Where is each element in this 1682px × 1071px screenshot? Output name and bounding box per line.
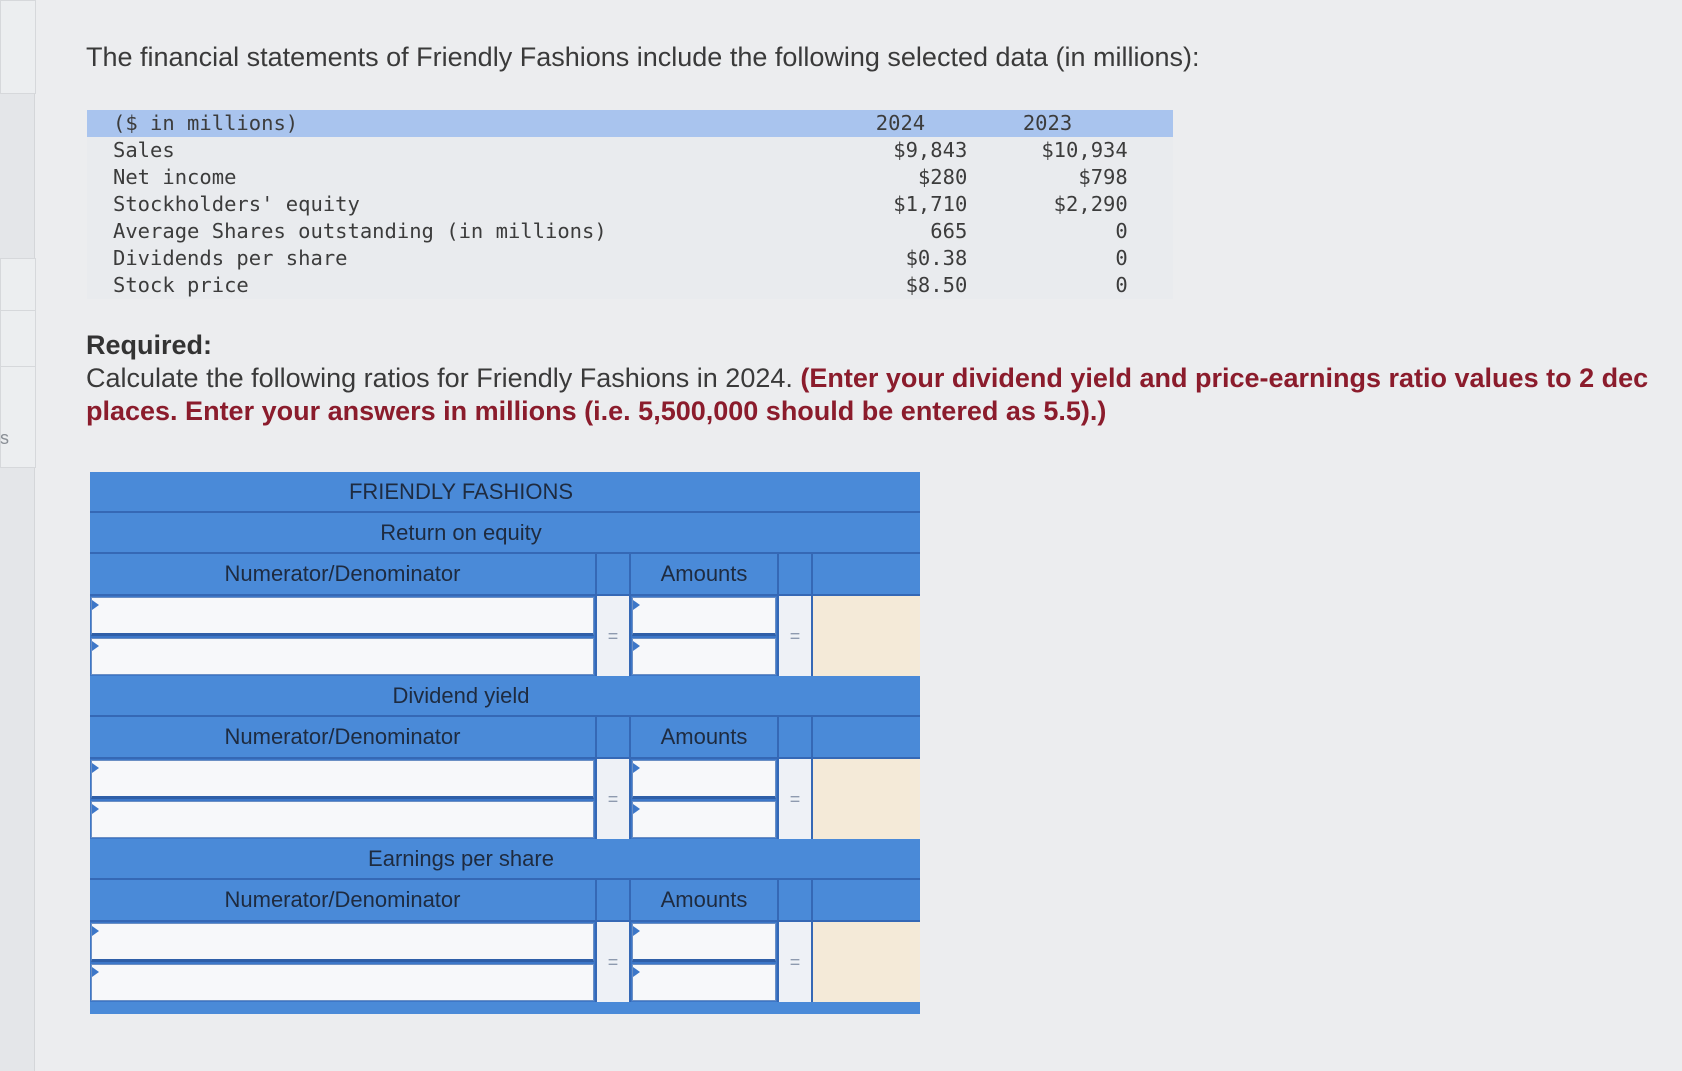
row-label: Average Shares outstanding (in millions)	[87, 218, 834, 245]
row-label: Net income	[87, 164, 834, 191]
header-spacer	[779, 880, 813, 920]
header-spacer	[597, 880, 631, 920]
denominator-amount-input[interactable]	[632, 638, 776, 675]
numerator-denominator-cells	[90, 922, 597, 1002]
section-title-dividend-yield: Dividend yield	[90, 676, 920, 717]
numerator-amount-input[interactable]	[632, 760, 776, 799]
equals-sign: =	[779, 922, 813, 1002]
section-header-row	[90, 880, 920, 922]
header-year-2024: 2024	[834, 110, 968, 137]
left-edge-panel	[0, 0, 35, 1071]
result-input[interactable]	[813, 759, 920, 839]
numerator-denominator-header: Numerator/Denominator	[90, 880, 597, 920]
row-spacer	[1128, 245, 1173, 272]
required-heading: Required:	[86, 330, 213, 360]
required-text: Calculate the following ratios for Friendly Fashions in 2024.	[86, 363, 793, 393]
numerator-select[interactable]	[91, 760, 594, 799]
row-label: Stockholders' equity	[87, 191, 834, 218]
row-value-2024: $0.38	[834, 245, 968, 272]
section-input-row	[90, 596, 920, 676]
header-spacer	[597, 717, 631, 757]
table-row	[87, 191, 1173, 218]
result-input[interactable]	[813, 922, 920, 1002]
amounts-header: Amounts	[631, 717, 779, 757]
result-header	[813, 554, 920, 594]
row-spacer	[1128, 191, 1173, 218]
left-edge-tab[interactable]	[0, 310, 36, 368]
numerator-amount-input[interactable]	[632, 923, 776, 962]
numerator-denominator-header: Numerator/Denominator	[90, 717, 597, 757]
row-value-2023: 0	[967, 218, 1127, 245]
row-spacer	[1128, 272, 1173, 299]
amounts-header: Amounts	[631, 554, 779, 594]
equals-sign: =	[779, 759, 813, 839]
required-emphasis: (Enter your dividend yield and price-earnings ratio values to 2 dec places. Enter your answers in millions (i.e. 5,500,000 should be entered as 5.5).)	[86, 363, 1649, 426]
result-input[interactable]	[813, 596, 920, 676]
row-spacer	[1128, 164, 1173, 191]
numerator-select[interactable]	[91, 597, 594, 636]
section-input-row	[90, 922, 920, 1002]
row-value-2024: $1,710	[834, 191, 968, 218]
header-spacer	[779, 717, 813, 757]
equals-sign: =	[597, 759, 631, 839]
row-spacer	[1128, 137, 1173, 164]
table-row	[87, 164, 1173, 191]
table-row	[87, 218, 1173, 245]
left-edge-text: s	[0, 428, 9, 448]
row-label: Dividends per share	[87, 245, 834, 272]
equals-sign: =	[597, 596, 631, 676]
ratio-worksheet	[90, 472, 920, 1014]
left-edge-tab[interactable]	[0, 366, 36, 468]
financial-data-table	[87, 110, 1173, 299]
required-instructions	[86, 362, 1682, 428]
amount-cells	[631, 922, 779, 1002]
row-value-2024: 665	[834, 218, 968, 245]
numerator-select[interactable]	[91, 923, 594, 962]
section-title-return-on-equity: Return on equity	[90, 513, 920, 554]
numerator-denominator-cells	[90, 759, 597, 839]
equals-sign: =	[779, 596, 813, 676]
worksheet-company-title: FRIENDLY FASHIONS	[90, 472, 920, 513]
row-value-2023: 0	[967, 272, 1127, 299]
section-header-row	[90, 717, 920, 759]
row-spacer	[1128, 218, 1173, 245]
row-value-2024: $9,843	[834, 137, 968, 164]
problem-intro: The financial statements of Friendly Fashions include the following selected data (in millions):	[86, 42, 1200, 72]
equals-sign: =	[597, 922, 631, 1002]
row-label: Stock price	[87, 272, 834, 299]
table-header-row	[87, 110, 1173, 137]
amount-cells	[631, 596, 779, 676]
result-header	[813, 717, 920, 757]
row-label: Sales	[87, 137, 834, 164]
section-header-row	[90, 554, 920, 596]
row-value-2023: $2,290	[967, 191, 1127, 218]
worksheet-footer-bar	[90, 1002, 920, 1014]
row-value-2024: $280	[834, 164, 968, 191]
denominator-amount-input[interactable]	[632, 801, 776, 838]
row-value-2024: $8.50	[834, 272, 968, 299]
header-spacer	[1128, 110, 1173, 137]
table-row	[87, 245, 1173, 272]
row-value-2023: $798	[967, 164, 1127, 191]
denominator-amount-input[interactable]	[632, 964, 776, 1001]
header-label: ($ in millions)	[87, 110, 834, 137]
header-year-2023: 2023	[967, 110, 1127, 137]
section-input-row	[90, 759, 920, 839]
denominator-select[interactable]	[91, 964, 594, 1001]
table-row	[87, 137, 1173, 164]
denominator-select[interactable]	[91, 638, 594, 675]
table-row	[87, 272, 1173, 299]
numerator-denominator-header: Numerator/Denominator	[90, 554, 597, 594]
left-edge-tab[interactable]	[0, 0, 36, 94]
row-value-2023: 0	[967, 245, 1127, 272]
denominator-select[interactable]	[91, 801, 594, 838]
header-spacer	[597, 554, 631, 594]
numerator-amount-input[interactable]	[632, 597, 776, 636]
section-title-earnings-per-share: Earnings per share	[90, 839, 920, 880]
row-value-2023: $10,934	[967, 137, 1127, 164]
numerator-denominator-cells	[90, 596, 597, 676]
header-spacer	[779, 554, 813, 594]
amounts-header: Amounts	[631, 880, 779, 920]
amount-cells	[631, 759, 779, 839]
result-header	[813, 880, 920, 920]
left-edge-tab[interactable]	[0, 258, 36, 312]
